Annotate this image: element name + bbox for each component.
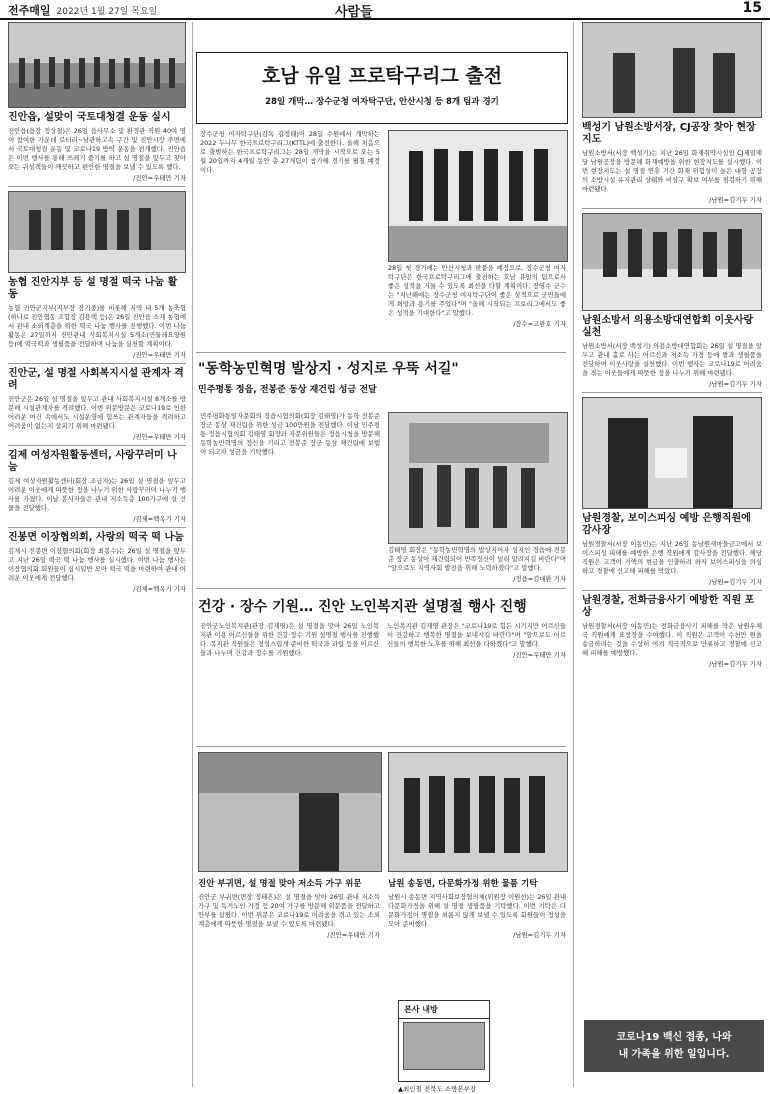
article-photo: [582, 22, 762, 118]
table-tennis-team-photo: [388, 130, 568, 262]
article-title: 김제 여성자원활동센터, 사랑꾸러미 나눔: [8, 450, 177, 473]
article-body: 진안읍(읍장 정상철)은 26일 읍사무소 및 환경관 직원 40여 명이 참여한 가운데 로터리~남관하고속 구간 및 진안시장 주변에서 국토대청결 운동 및 코로나19 방역 운동을 전개했다. 진안읍은 이번 행사를 통해 쓰레기 줍기를 하고 설 명절을 앞두고 찾아오는 귀성객들이 깨끗하고 편안한 명절을 보낼 수 있도록 했다.: [8, 127, 186, 171]
reporter-byline: /남원=김기두 기자: [709, 196, 762, 204]
reporter-byline: /남원=김기두 기자: [709, 380, 762, 388]
main-headline: 호남 유일 프로탁구리그 출전: [261, 65, 503, 87]
article-body: 남원소방서(서장 백성기) 의용소방대연합회는 26일 설 명절을 앞두고 관내 홀로 사는 어르신과 저소득 가정 등에 쌀과 생필품을 전달하며 이웃사랑을 실천했다. 이번 행사는 코로나19로 어려움을 겪는 이웃들에게 따뜻한 정을 나누기 위해 마련됐다.: [582, 342, 762, 377]
article-body: 노인복지관 김재영 관장은 "코로나19로 힘든 시기지만 어르신들이 건강하고 행복한 명절을 보내시길 바란다"며 "앞으로도 어르신들의 행복한 노후를 위해 최선을 다하겠다"고 말했다.: [387, 622, 566, 648]
article-body: 김제시 진봉면 이장협의회(회장 최봉수)는 26일 설 명절을 앞두고 지난 26일 떡국 떡 나눔 행사를 실시했다. 이번 나눔 행사는 이장협의회 회원들이 십시일반 모아 떡국 떡을 마련하여 관내 어려운 이웃에게 전달했다.: [8, 547, 186, 582]
reporter-byline: /진안=우태만 기자: [327, 931, 380, 939]
visitor-photo: [403, 1022, 485, 1070]
reporter-byline: /정읍=김대환 기자: [513, 575, 566, 583]
reporter-byline: /진안=우태만 기자: [133, 433, 186, 441]
article-title: 진안읍, 설맞이 국토대청결 운동 실시: [8, 112, 171, 123]
left-column: [8, 22, 186, 597]
reporter-byline: /진안=우태만 기자: [513, 651, 566, 659]
article-photo: [8, 191, 186, 273]
article-body: 남원소방서(서장 백성기)는 지난 26일 화재취약시설인 CJ제일제당 남원공장을 방문해 화재예방을 위한 현장지도를 실시했다. 이번 현장지도는 설 명절 연휴 기간 화재 위험성이 높은 대형 공장의 소방시설 유지관리 상태와 비상구 확보 여부를 점검하기 위해 마련됐다.: [582, 149, 762, 193]
reporter-byline: /장수=고완호 기자: [513, 320, 566, 328]
article-body: 김태영 회장은 "동학농민혁명의 발상지이자 성지인 정읍에 전봉준 장군 동상이 재건립되어 민족정신이 널리 알려지길 바란다"며 "앞으로도 지역사회 발전을 위해 노력하겠다"고 말했다.: [388, 546, 566, 572]
visit-label: 본사 내방: [399, 1001, 489, 1019]
article-title: 진안군, 설 명절 사회복지시설 관계자 격려: [8, 368, 184, 391]
reporter-byline: /진안=우태만 기자: [133, 351, 186, 359]
article-body: 28일 첫 경기에는 안산시청과 맞붙을 예정으로, 장수군청 여자탁구단은 한국프로탁구리그에 출전하는 호남 유일의 팀으로서 좋은 성적을 거둘 수 있도록 최선을 다할 계획이다. 장영수 군수는 "지난해에는 장수군청 여자탁구단이 좋은 성적으로 군민들에게 희망과 용기를 주었다"며 "올해 시작되는 프로리그에서도 좋은 성적을 기대한다"고 말했다.: [388, 264, 566, 317]
article-body: 민주평화통일자문회의 정읍시협의회(회장 김태영)가 동학 전봉준 장군 동상 재건립을 위한 성금 100만원을 전달했다. 이날 민주평통 정읍시협의회 김태영 회장과 자문위원들은 정읍시청을 방문해 동학농민혁명의 정신을 기리고 전봉준 장군 동상 재건립에 보탬이 되고자 성금을 기탁했다.: [200, 412, 380, 456]
article-body: 진안군 부귀면(면장 정태흔)은 설 명절을 맞아 26일 관내 저소득 가구 및 독거노인 가정 등 20여 가구를 방문해 위문품을 전달하고 안부를 살폈다. 이번 위문은 코로나19로 어려움을 겪고 있는 소외계층에게 따뜻한 명절을 보낼 수 있도록 마련됐다.: [198, 893, 380, 928]
right-column: [582, 22, 762, 672]
article-title: 남원경찰, 전화금융사기 예방한 직원 포상: [582, 595, 755, 618]
page-number: 15: [742, 0, 762, 16]
article-photo: [582, 397, 762, 509]
reporter-byline: /김제=백옥기 기자: [133, 585, 186, 593]
article-body: 진안군노인복지관(관장 김재영)은 설 명절을 맞아 26일 노인복지관 이용 어르신들을 위한 건강·장수 기원 설명절 행사를 진행했다. 복지관 직원들은 정성스럽게 준비한 떡국과 과일 등을 어르신들과 나누며 건강과 장수를 기원했다.: [200, 622, 379, 657]
article-body: 남원시 송동면 지역사회보장협의체(위원장 이원선)는 26일 관내 다문화가정을 위해 설 명절 생필품을 기탁했다. 이번 기탁은 다문화가정이 명절을 외롭지 않게 보낼 수 있도록 회원들이 정성을 모아 준비했다.: [388, 893, 566, 928]
article-title: 남원 송동면, 다문화가정 위한 물품 기탁: [388, 879, 538, 889]
mid-article-1: [198, 358, 568, 399]
article-title: 백성기 남원소방서장, CJ공장 찾아 현장지도: [582, 122, 756, 145]
article-body: 진안군은 26일 설 명절을 앞두고 관내 사회복지시설 8개소를 방문해 시설관계자를 격려했다. 이번 위문방문은 코로나19로 인한 어려운 여건 속에서도 시설운영에 힘쓰는 관계자들을 격려하고 어려움이 없는지 살피기 위해 마련됐다.: [8, 395, 186, 430]
reporter-byline: /남원=김기두 기자: [709, 578, 762, 586]
reporter-byline: /진안=우태만 기자: [133, 174, 186, 182]
article-title: 민주평통 정읍, 전봉준 동상 재건립 성금 전달: [198, 385, 377, 395]
vaccine-notice-banner: [584, 1020, 764, 1072]
column-divider: [573, 22, 574, 1087]
article-title: 진안 부귀면, 설 명절 맞아 저소득 가구 위문: [198, 879, 362, 889]
section-title: 사람들: [335, 5, 373, 20]
article-body: 남원경찰서(서장 이동민)는 전화금융사기 피해를 막은 남원우체국 직원에게 표창장을 수여했다. 이 직원은 고객이 수천만 원을 송금하려는 것을 수상히 여겨 적극적으로 만류하고 경찰에 신고해 피해를 예방했다.: [582, 622, 762, 657]
reporter-byline: /남원=김기두 기자: [709, 660, 762, 668]
main-subheadline: 28일 개막… 장수군청 여자탁구단, 안산시청 등 8개 팀과 경기: [265, 97, 499, 107]
main-body-right: [388, 264, 566, 332]
reporter-byline: /남원=김기두 기자: [513, 931, 566, 939]
article-title: 남원경찰, 보이스피싱 예방 은행직원에 감사장: [582, 513, 751, 536]
mid-headline: "동학농민혁명 발상지 · 성지로 우뚝 서길": [198, 361, 459, 377]
mid-headline: 건강 · 장수 기원… 진안 노인복지관 설명절 행사 진행: [198, 599, 527, 615]
column-divider: [192, 22, 193, 1087]
article-photo: [582, 213, 762, 311]
article-body: 농협 진안군지부(지부장 장기중)를 비롯해 지역 내 5개 농축협(하나로 진안협동 조합장 김용택 등)은 26일 진안읍 소재 농협에서 관내 소외계층을 위한 떡국 나눔 행사를 진행했다. 이번 나눔 활동은 27일까지 진안관내 사회복지시설 5개소(민들레요양원 등)에 떡국떡과 생필품을 전달하며 나눔을 실천할 계획이다.: [8, 304, 186, 348]
article-title: 남원소방서 의용소방대연합회 이웃사랑 실천: [582, 315, 754, 338]
paper-name: 전주매일 2022년 1월 27일 목요일: [8, 4, 158, 17]
article-body: 김제 여성자원활동센터(회장 조금자)는 26일 설 명절을 앞두고 어려운 이웃에게 따뜻한 정을 나누기 위한 사랑꾸러미 나누기 행사를 가졌다. 이날 봉사자들은 관내 저소득층 100가구에 설 선물을 전달했다.: [8, 477, 186, 512]
main-headline-box: [196, 52, 568, 124]
article-photo: [198, 752, 382, 872]
donation-photo: [388, 412, 568, 544]
reporter-byline: /김제=백옥기 기자: [133, 515, 186, 523]
article-title: 진봉면 이장협의회, 사랑의 떡국 떡 나눔: [8, 532, 184, 543]
article-photo: [388, 752, 568, 872]
visit-box: [398, 1000, 490, 1082]
article-body: 남원경찰서(서장 이동민)는 지난 26일 동남원새마을금고에서 보이스피싱 피해를 예방한 은행 직원에게 감사장을 전달했다. 해당 직원은 고객이 거액의 현금을 인출하려 하자 보이스피싱을 의심하고 경찰에 신고해 피해를 막았다.: [582, 540, 762, 575]
notice-line: 내 가족을 위한 일입니다.: [618, 1049, 730, 1060]
article-photo: [8, 22, 186, 108]
notice-line: 코로나19 백신 접종, 나와: [616, 1032, 732, 1043]
issue-date: 2022년 1월 27일 목요일: [56, 7, 158, 17]
visit-caption: ▲최인철 전북도 소방본부장: [398, 1085, 477, 1093]
main-body-left: [200, 130, 380, 330]
page-header: [0, 0, 770, 20]
article-body: 장수군청 여자탁구단(감독 김정태)이 28일 수원에서 개막하는 2022 두나무 한국프로탁구리그(KTTL)에 출전한다. 올해 처음으로 출범하는 한국프로탁구리그는 28일 개막을 시작으로 오는 5월 20일까지 4개월 동안 총 27개팀이 참가해 경기를 펼칠 예정이다.: [200, 130, 380, 174]
article-title: 농협 진안지부 등 설 명절 떡국 나눔 활동: [8, 277, 178, 300]
